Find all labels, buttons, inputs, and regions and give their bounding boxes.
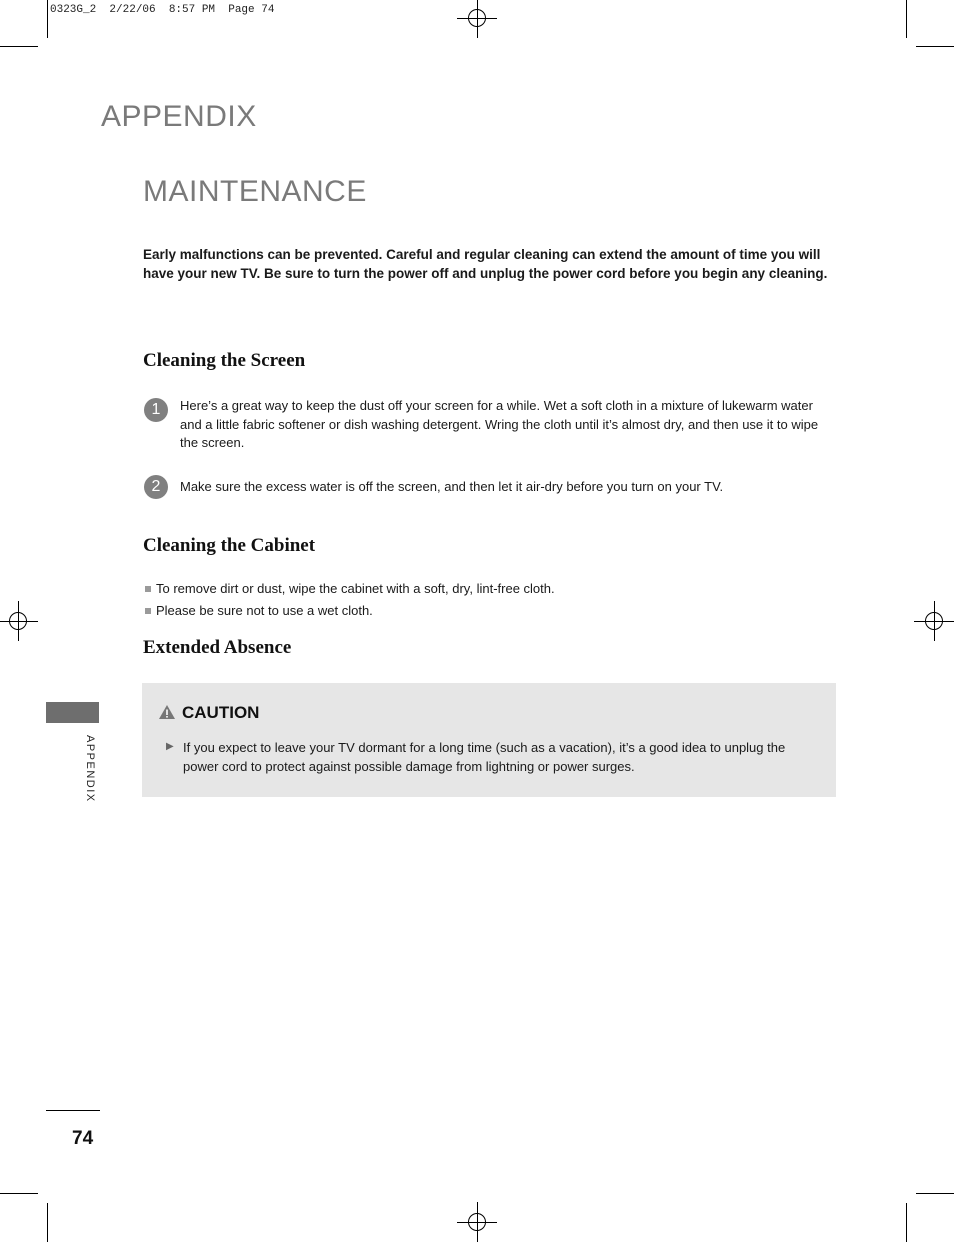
square-bullet-icon [145, 586, 151, 592]
side-tab [46, 702, 99, 723]
cleaning-cabinet-heading: Cleaning the Cabinet [143, 535, 316, 556]
registration-mark-right [914, 601, 954, 641]
step-2-badge: 2 [144, 475, 168, 499]
cabinet-bullet [145, 580, 555, 598]
square-bullet-icon [145, 608, 151, 614]
caution-text: If you expect to leave your TV dormant for a long time (such as a vacation), it’s a good idea to unplug the power cord to protect against possible damage from lightning or power surges. [183, 740, 786, 774]
warning-triangle-icon [158, 704, 176, 720]
step-1-text: Here’s a great way to keep the dust off your screen for a while. Wet a soft cloth in a mixture of lukewarm water and a little fabric softener or dish washing detergent. Wring the cloth until it’s almost dry, and then use it to wipe the screen. [180, 398, 819, 450]
caution-heading [158, 703, 259, 723]
cabinet-bullet-text: To remove dirt or dust, wipe the cabinet with a soft, dry, lint-free cloth. [156, 581, 555, 596]
print-slug: 0323G_2 2/22/06 8:57 PM Page 74 [50, 4, 275, 16]
step-1-badge: 1 [144, 398, 168, 422]
intro-paragraph: Early malfunctions can be prevented. Careful and regular cleaning can extend the amount of time you will have your new TV. Be sure to turn the power off and unplug the power cord before you begin any cleaning. [143, 247, 828, 281]
registration-mark-left [0, 601, 38, 641]
extended-absence-heading: Extended Absence [143, 637, 292, 658]
step-2-text: Make sure the excess water is off the screen, and then let it air-dry before you turn on your TV. [180, 479, 724, 494]
page-number-rule [46, 1110, 100, 1111]
section-title: APPENDIX [101, 100, 257, 133]
cabinet-bullet-text: Please be sure not to use a wet cloth. [156, 603, 373, 618]
cabinet-bullet [145, 602, 373, 620]
caution-label: CAUTION [182, 703, 260, 722]
page-number: 74 [72, 1128, 94, 1149]
page-title: MAINTENANCE [143, 175, 367, 208]
registration-mark-bottom [457, 1202, 497, 1242]
cleaning-screen-heading: Cleaning the Screen [143, 350, 306, 371]
right-triangle-icon: ▶ [166, 741, 174, 752]
registration-mark-top [457, 0, 497, 38]
side-label: APPENDIX [84, 735, 96, 803]
